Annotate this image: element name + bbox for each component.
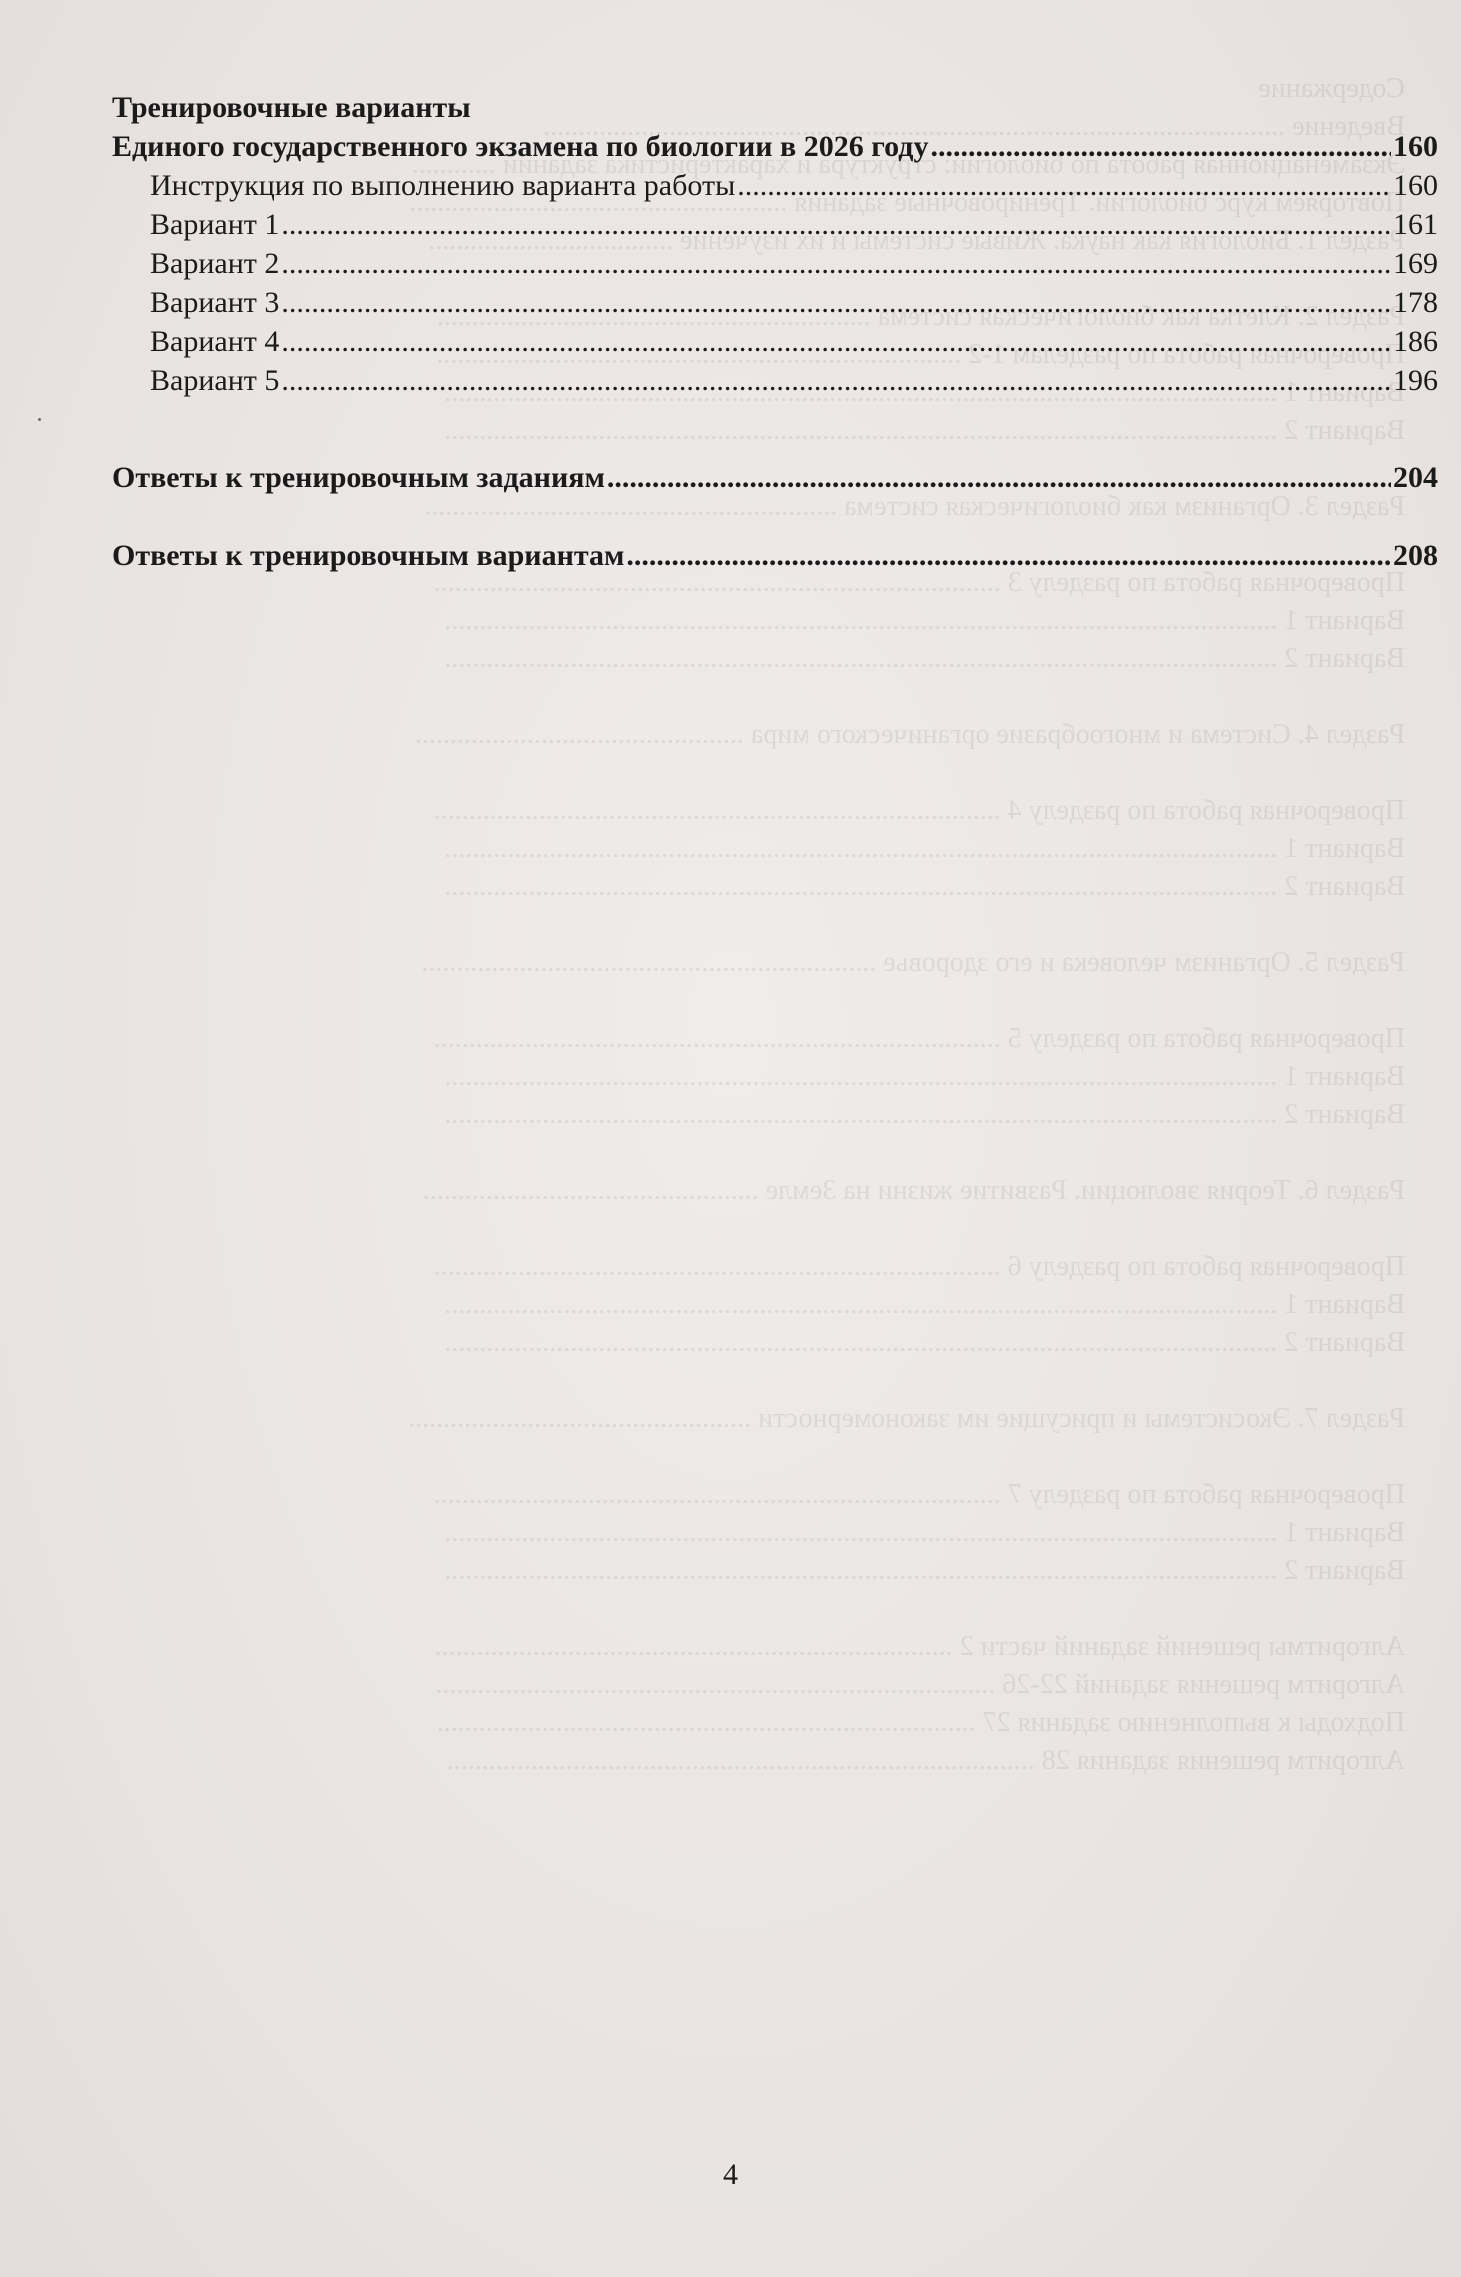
- dot-leader: [737, 166, 1391, 205]
- toc-entry-page: 204: [1393, 461, 1438, 494]
- toc-entry-variant-2: [112, 244, 1438, 283]
- dot-leader: [626, 536, 1391, 575]
- toc-entry-variant-5: [112, 361, 1438, 400]
- toc-entry-variant-1: [112, 205, 1438, 244]
- toc-entry-exam: [112, 127, 1438, 166]
- dot-leader: [281, 322, 1391, 361]
- page-number: 4: [723, 2158, 738, 2191]
- toc-entry-page: 178: [1393, 286, 1438, 319]
- toc-entry-page: 196: [1393, 364, 1438, 397]
- toc-entry-instruction: [112, 166, 1438, 205]
- dot-leader: [281, 361, 1391, 400]
- toc-entry-label: Вариант 1: [150, 208, 280, 241]
- dot-leader: [281, 205, 1391, 244]
- toc-entry-answers-tasks: [112, 458, 1438, 497]
- dot-leader: [281, 283, 1391, 322]
- toc-entry-label: Вариант 4: [150, 325, 280, 358]
- toc-entry-page: 160: [1393, 130, 1438, 163]
- dot-leader: [930, 127, 1391, 166]
- toc-entry-page: 186: [1393, 325, 1438, 358]
- toc-entry-label: Вариант 5: [150, 364, 280, 397]
- toc-entry-variant-3: [112, 283, 1438, 322]
- toc-entry-label: Ответы к тренировочным заданиям: [112, 461, 605, 494]
- toc-entry-label: Инструкция по выполнению варианта работы: [150, 169, 736, 202]
- toc-entry-label: Единого государственного экзамена по биологии в 2026 году: [112, 130, 929, 163]
- toc-heading-line1: Тренировочные варианты: [112, 91, 471, 124]
- toc-entry-page: 208: [1393, 539, 1438, 572]
- bleed-through-text: Содержание Введение .......................................................................................................... Экзаменационная работа по биологии: структура и характеристика заданий ............ Повторяем курс биологии. Тренировочные задания ...................................................... Раздел 1. Биология как наука. Живые системы и их изучение ................................... Раздел 2. Клетка как биологическая система .............................................................. Проверочная работа по разделам 1-2 ........................................................................... Вариант 1 ....................................................................................................................... Вариант 2 ....................................................................................................................... Раздел 3. Организм как биологическая система ........................................................... Проверочная работа по разделу 3 ................................................................................. Вариант 1 ....................................................................................................................... Вариант 2 ....................................................................................................................... Раздел 4. Система и многообразие органического мира ............................................... Проверочная работа по разделу 4 ................................................................................. Вариант 1 ....................................................................................................................... Вариант 2 ....................................................................................................................... Раздел 5. Организм человека и его здоровье ................................................................. Проверочная работа по разделу 5 ................................................................................. Вариант 1 ....................................................................................................................... Вариант 2 ....................................................................................................................... Раздел 6. Теория эволюции. Развитие жизни на Земле ................................................ Проверочная работа по разделу 6 ................................................................................. Вариант 1 ....................................................................................................................... Вариант 2 ....................................................................................................................... Раздел 7. Экосистемы и присущие им закономерности ................................................. Проверочная работа по разделу 7 ................................................................................. Вариант 1 ....................................................................................................................... Вариант 2 ....................................................................................................................... Алгоритмы решений заданий части 2 .......................................................................... Алгоритм решения заданий 22-26 ................................................................................ Подходы к выполнению задания 27 ............................................................................. Алгоритм решения задания 28 ....................................................................................: [408, 73, 1405, 1776]
- toc-entry-page: 161: [1393, 208, 1438, 241]
- toc-entry-page: 160: [1393, 169, 1438, 202]
- dot-leader: [607, 458, 1391, 497]
- dot-leader: [281, 244, 1391, 283]
- toc-entry-label: Вариант 3: [150, 286, 280, 319]
- table-of-contents: [112, 88, 1438, 575]
- paper-speck: [38, 418, 41, 421]
- toc-entry-label: Ответы к тренировочным вариантам: [112, 539, 625, 572]
- toc-entry-variant-4: [112, 322, 1438, 361]
- toc-entry-answers-variants: [112, 536, 1438, 575]
- toc-entry-page: 169: [1393, 247, 1438, 280]
- toc-entry-label: Вариант 2: [150, 247, 280, 280]
